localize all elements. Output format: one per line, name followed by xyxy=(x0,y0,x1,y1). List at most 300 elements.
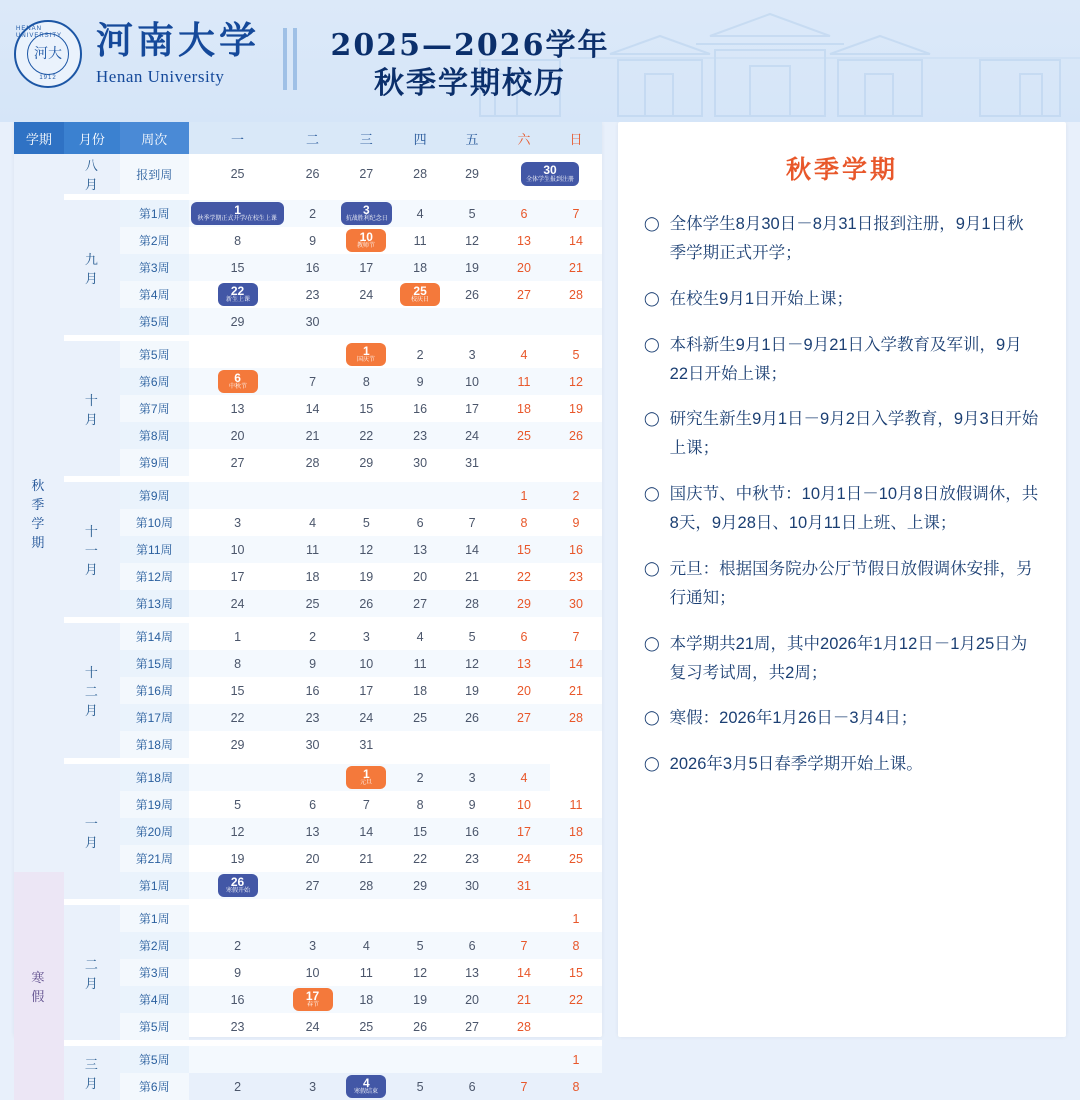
day-cell: 16 xyxy=(550,536,602,563)
day-cell: 10 xyxy=(446,368,498,395)
day-event-badge: 30 全体学生报到注册 xyxy=(521,162,579,185)
col-header-tue: 二 xyxy=(287,122,339,154)
day-cell: 1 xyxy=(189,620,287,650)
day-event-badge: 22 新生上课 xyxy=(218,283,258,306)
week-cell: 第7周 xyxy=(120,395,189,422)
day-cell xyxy=(394,731,446,761)
university-name-cn: 河南大学 xyxy=(96,17,260,62)
day-cell: 12 xyxy=(339,536,395,563)
day-cell: 29 xyxy=(189,308,287,338)
day-cell: 19 xyxy=(569,401,583,416)
day-cell: 31 xyxy=(498,872,550,902)
day-cell: 30 xyxy=(550,590,602,620)
day-event-badge: 26 寒假开始 xyxy=(218,874,258,897)
day-cell xyxy=(189,338,287,368)
day-cell: 31 xyxy=(359,737,374,752)
day-event-badge: 1 国庆节 xyxy=(346,343,386,366)
bullet-icon: ◯ xyxy=(644,289,660,306)
day-cell: 21 xyxy=(287,422,339,449)
col-header-sat: 六 xyxy=(498,122,550,154)
day-cell: 23 xyxy=(230,1019,245,1034)
day-cell: 17 xyxy=(230,569,245,584)
week-cell: 第5周 xyxy=(120,338,189,368)
day-cell: 24 xyxy=(189,590,287,620)
day-cell: 19 xyxy=(359,569,374,584)
day-cell: 9 xyxy=(287,650,339,677)
day-cell: 7 xyxy=(550,620,602,650)
day-cell: 16 xyxy=(189,986,287,1013)
university-name-en: Henan University xyxy=(96,66,225,86)
day-cell: 28 xyxy=(550,704,602,731)
day-cell: 16 xyxy=(305,683,320,698)
bullet-icon: ◯ xyxy=(644,755,660,772)
day-cell xyxy=(189,902,287,932)
day-cell: 18 xyxy=(413,683,428,698)
bullet-icon: ◯ xyxy=(644,485,660,502)
day-cell xyxy=(287,986,339,1013)
day-cell xyxy=(189,197,287,227)
term-cell: 秋 季 学 期 xyxy=(14,154,64,872)
day-cell xyxy=(339,1043,395,1073)
note-text: 在校生9月1日开始上课； xyxy=(669,289,854,308)
week-cell: 第10周 xyxy=(120,509,189,536)
week-cell: 第2周 xyxy=(120,227,189,254)
bullet-icon: ◯ xyxy=(644,709,660,726)
day-cell xyxy=(287,479,339,509)
seal-bottom-text: 1912 xyxy=(39,75,57,82)
note-text: 全体学生8月30日－8月31日报到注册，9月1日秋季学期正式开学； xyxy=(669,215,1024,262)
day-cell xyxy=(189,368,287,395)
day-cell xyxy=(498,902,550,932)
month-cell: 八 月 xyxy=(64,154,120,197)
day-cell: 27 xyxy=(498,704,550,731)
day-cell: 22 xyxy=(189,704,287,731)
day-cell: 11 xyxy=(359,965,373,980)
day-event-badge: 1 秋季学期正式开学/在校生上课 xyxy=(191,202,283,225)
calendar-head xyxy=(14,122,602,154)
list-item xyxy=(644,405,1040,463)
week-cell: 第20周 xyxy=(120,818,189,845)
day-cell: 19 xyxy=(446,254,498,281)
day-cell: 14 xyxy=(305,401,320,416)
week-cell: 第19周 xyxy=(120,791,189,818)
day-cell xyxy=(446,479,498,509)
table-row xyxy=(14,479,602,509)
day-event-badge: 4 寒假结束 xyxy=(346,1075,386,1098)
day-cell: 21 xyxy=(498,986,550,1013)
day-cell: 28 xyxy=(339,872,395,902)
day-cell: 4 xyxy=(498,761,550,791)
day-cell xyxy=(189,761,287,791)
day-cell: 8 xyxy=(572,1079,580,1094)
week-cell: 第16周 xyxy=(120,677,189,704)
list-item xyxy=(644,555,1040,613)
day-cell xyxy=(498,731,550,761)
day-cell xyxy=(550,731,602,761)
week-cell: 第5周 xyxy=(120,308,189,338)
day-cell: 24 xyxy=(446,422,498,449)
day-cell: 1 xyxy=(498,479,550,509)
day-cell xyxy=(446,308,498,338)
day-cell: 15 xyxy=(394,818,446,845)
day-cell: 18 xyxy=(339,986,395,1013)
day-cell: 24 xyxy=(517,851,531,866)
day-cell: 10 xyxy=(189,536,287,563)
month-cell: 三 月 xyxy=(64,1043,120,1100)
day-cell: 29 xyxy=(465,167,479,181)
month-cell: 九 月 xyxy=(64,197,120,338)
day-cell: 19 xyxy=(465,683,479,698)
day-cell: 6 xyxy=(446,932,498,959)
day-cell: 23 xyxy=(465,851,479,866)
col-header-thu: 四 xyxy=(394,122,446,154)
day-cell: 9 xyxy=(309,233,317,248)
day-cell: 22 xyxy=(550,986,602,1013)
day-cell: 20 xyxy=(189,422,287,449)
day-cell: 13 xyxy=(517,233,531,248)
day-cell: 24 xyxy=(305,1019,320,1034)
day-cell xyxy=(550,872,602,902)
list-item xyxy=(644,210,1040,268)
week-cell: 第1周 xyxy=(120,902,189,932)
day-cell: 7 xyxy=(520,1079,528,1094)
month-cell: 二 月 xyxy=(64,902,120,1043)
day-cell xyxy=(287,761,339,791)
day-cell: 22 xyxy=(413,851,428,866)
day-cell: 6 xyxy=(309,797,317,812)
week-cell: 第21周 xyxy=(120,845,189,872)
notes-panel xyxy=(618,122,1066,1037)
day-cell: 3 xyxy=(309,1079,317,1094)
day-cell xyxy=(550,1013,602,1043)
day-cell: 11 xyxy=(394,650,446,677)
bullet-icon: ◯ xyxy=(644,634,660,651)
day-cell: 11 xyxy=(287,536,339,563)
day-cell: 3 xyxy=(446,761,498,791)
day-cell: 20 xyxy=(498,254,550,281)
col-header-term: 学期 xyxy=(14,122,64,154)
week-cell: 第18周 xyxy=(120,731,189,761)
day-cell xyxy=(394,902,446,932)
day-cell xyxy=(339,902,395,932)
day-event-badge: 1 元旦 xyxy=(346,766,386,789)
day-cell: 1 xyxy=(550,1043,602,1073)
day-cell xyxy=(339,338,395,368)
day-cell: 22 xyxy=(339,422,395,449)
day-cell: 18 xyxy=(517,401,531,416)
notes-title: 秋季学期 xyxy=(785,155,898,184)
day-cell: 6 xyxy=(498,197,550,227)
day-cell: 18 xyxy=(550,818,602,845)
list-item xyxy=(644,630,1040,688)
day-cell: 4 xyxy=(394,620,446,650)
day-cell: 9 xyxy=(468,797,476,812)
month-cell: 十 二 月 xyxy=(64,620,120,761)
day-cell: 2 xyxy=(550,479,602,509)
day-cell: 23 xyxy=(305,287,320,302)
day-cell xyxy=(394,281,446,308)
table-row xyxy=(14,902,602,932)
day-cell: 3 xyxy=(234,515,242,530)
month-cell: 一 月 xyxy=(64,761,120,902)
day-cell xyxy=(339,308,395,338)
day-event-badge: 25 校庆日 xyxy=(400,283,440,306)
day-cell: 10 xyxy=(339,650,395,677)
day-cell: 30 xyxy=(305,737,320,752)
day-cell: 26 xyxy=(550,422,602,449)
bullet-icon: ◯ xyxy=(644,559,660,576)
bullet-icon: ◯ xyxy=(644,215,660,231)
day-cell: 30 xyxy=(413,455,428,470)
week-cell: 第14周 xyxy=(120,620,189,650)
day-cell: 29 xyxy=(394,872,446,902)
month-cell: 十 一 月 xyxy=(64,479,120,620)
day-cell: 21 xyxy=(359,851,374,866)
note-text: 研究生新生9月1日－9月2日入学教育，9月3日开始上课； xyxy=(669,410,1039,458)
day-cell: 24 xyxy=(359,287,374,302)
day-cell: 26 xyxy=(446,704,498,731)
day-cell: 27 xyxy=(517,287,531,302)
day-cell xyxy=(339,761,395,791)
day-cell: 13 xyxy=(287,818,339,845)
day-event-badge: 3 抗战胜利纪念日 xyxy=(341,202,393,225)
day-cell: 3 xyxy=(339,620,395,650)
week-cell: 第15周 xyxy=(120,650,189,677)
day-cell: 18 xyxy=(394,254,446,281)
table-row xyxy=(14,761,602,791)
day-cell: 8 xyxy=(416,797,424,812)
day-cell: 18 xyxy=(305,569,320,584)
day-cell: 27 xyxy=(465,1019,479,1034)
day-cell: 13 xyxy=(465,965,479,980)
day-cell: 19 xyxy=(230,851,245,866)
day-cell xyxy=(287,1043,339,1073)
day-cell: 16 xyxy=(287,254,339,281)
title-line-1: 2025—2026学年 xyxy=(330,28,610,63)
day-cell xyxy=(394,479,446,509)
day-cell xyxy=(287,902,339,932)
day-cell: 20 xyxy=(305,851,320,866)
month-cell: 十 月 xyxy=(64,338,120,479)
day-cell: 23 xyxy=(394,422,446,449)
day-cell xyxy=(339,479,395,509)
day-cell: 6 xyxy=(468,1079,476,1094)
day-cell: 25 xyxy=(498,422,550,449)
week-cell: 第3周 xyxy=(120,254,189,281)
day-cell: 4 xyxy=(498,338,550,368)
day-cell: 5 xyxy=(362,515,370,530)
title-line-2: 秋季学期校历 xyxy=(374,66,566,101)
week-cell: 第4周 xyxy=(120,986,189,1013)
day-cell: 29 xyxy=(498,590,550,620)
list-item xyxy=(644,480,1040,538)
day-cell: 26 xyxy=(339,590,395,620)
day-cell: 2 xyxy=(234,1079,242,1094)
day-cell: 19 xyxy=(394,986,446,1013)
day-cell: 16 xyxy=(446,818,498,845)
day-cell xyxy=(189,872,287,902)
day-cell: 25 xyxy=(569,851,583,866)
seal-top-text: HENAN UNIVERSITY xyxy=(16,26,63,39)
week-cell: 第18周 xyxy=(120,761,189,791)
day-cell: 10 xyxy=(305,965,320,980)
page-content xyxy=(0,122,1080,1096)
day-cell: 14 xyxy=(517,965,531,980)
day-cell: 27 xyxy=(230,455,245,470)
day-cell xyxy=(339,1073,395,1100)
day-cell: 3 xyxy=(446,338,498,368)
day-cell: 5 xyxy=(234,797,242,812)
day-cell: 7 xyxy=(550,197,602,227)
day-cell: 26 xyxy=(465,287,479,302)
day-cell: 6 xyxy=(416,515,424,530)
day-cell: 25 xyxy=(359,1019,374,1034)
day-cell: 2 xyxy=(394,761,446,791)
day-cell: 12 xyxy=(413,965,428,980)
day-cell xyxy=(498,308,550,338)
week-cell: 第9周 xyxy=(120,479,189,509)
col-header-fri: 五 xyxy=(446,122,498,154)
day-cell: 12 xyxy=(189,818,287,845)
day-cell: 9 xyxy=(572,515,580,530)
day-cell: 8 xyxy=(520,515,528,530)
day-cell: 26 xyxy=(413,1019,428,1034)
week-cell: 第1周 xyxy=(120,872,189,902)
day-cell: 5 xyxy=(394,932,446,959)
list-item xyxy=(644,750,1040,779)
day-cell xyxy=(394,308,446,338)
day-cell: 15 xyxy=(569,965,583,980)
university-seal-icon xyxy=(14,20,82,88)
note-text: 寒假：2026年1月26日－3月4日； xyxy=(669,709,918,728)
day-cell: 7 xyxy=(468,515,476,530)
table-row xyxy=(14,620,602,650)
day-cell: 5 xyxy=(446,197,498,227)
day-event-badge: 10 教师节 xyxy=(346,229,386,252)
week-cell: 第3周 xyxy=(120,959,189,986)
day-cell: 21 xyxy=(465,569,479,584)
day-cell: 25 xyxy=(230,167,245,181)
academic-calendar-table xyxy=(14,122,602,1100)
day-cell xyxy=(394,1043,446,1073)
day-cell: 15 xyxy=(359,401,374,416)
day-cell: 28 xyxy=(413,167,428,181)
week-cell: 第6周 xyxy=(120,368,189,395)
day-cell: 8 xyxy=(339,368,395,395)
day-cell: 30 xyxy=(446,872,498,902)
note-text: 2026年3月5日春季学期开始上课。 xyxy=(669,755,923,774)
day-cell: 11 xyxy=(413,233,427,248)
day-cell: 28 xyxy=(446,590,498,620)
day-cell xyxy=(339,197,395,227)
day-cell: 17 xyxy=(465,401,479,416)
day-cell: 28 xyxy=(517,1019,531,1034)
table-row xyxy=(14,197,602,227)
day-cell xyxy=(498,449,550,479)
day-cell: 3 xyxy=(287,932,339,959)
week-cell: 第5周 xyxy=(120,1013,189,1043)
day-cell: 22 xyxy=(517,569,531,584)
bullet-icon: ◯ xyxy=(644,335,660,352)
week-cell: 第4周 xyxy=(120,281,189,308)
day-cell: 29 xyxy=(230,737,245,752)
table-row xyxy=(14,338,602,368)
day-cell: 7 xyxy=(498,932,550,959)
week-cell: 报到周 xyxy=(120,154,189,197)
calendar-body xyxy=(14,154,602,1100)
col-header-week: 周次 xyxy=(120,122,189,154)
day-cell xyxy=(550,308,602,338)
header-divider xyxy=(283,28,297,90)
day-cell xyxy=(446,1043,498,1073)
day-cell: 2 xyxy=(189,932,287,959)
day-cell: 14 xyxy=(446,536,498,563)
day-cell: 13 xyxy=(394,536,446,563)
day-cell: 17 xyxy=(498,818,550,845)
notes-list xyxy=(644,210,1040,779)
day-cell: 2 xyxy=(394,338,446,368)
day-cell: 11 xyxy=(498,368,550,395)
day-cell: 14 xyxy=(339,818,395,845)
list-item xyxy=(644,331,1040,389)
week-cell: 第9周 xyxy=(120,449,189,479)
day-cell: 29 xyxy=(359,455,374,470)
week-cell: 第13周 xyxy=(120,590,189,620)
day-cell xyxy=(189,479,287,509)
day-cell: 21 xyxy=(569,683,583,698)
day-cell: 25 xyxy=(287,590,339,620)
day-cell: 11 xyxy=(569,797,583,812)
day-cell: 16 xyxy=(413,401,428,416)
week-cell: 第1周 xyxy=(120,197,189,227)
day-cell: 12 xyxy=(465,233,479,248)
list-item xyxy=(644,285,1040,314)
day-cell xyxy=(339,227,395,254)
day-cell: 14 xyxy=(569,233,583,248)
day-cell xyxy=(287,338,339,368)
day-event-badge: 17 春节 xyxy=(293,988,333,1011)
day-cell: 9 xyxy=(234,965,242,980)
table-row xyxy=(14,1043,602,1073)
day-cell: 27 xyxy=(394,590,446,620)
day-cell: 15 xyxy=(230,683,245,698)
week-cell: 第17周 xyxy=(120,704,189,731)
seal-center-text: 河大 xyxy=(27,33,69,75)
day-cell: 9 xyxy=(394,368,446,395)
day-cell: 10 xyxy=(517,797,531,812)
day-cell: 13 xyxy=(498,650,550,677)
day-cell: 20 xyxy=(446,986,498,1013)
day-cell: 27 xyxy=(359,167,374,181)
note-text: 本学期共21周，其中2026年1月12日－1月25日为复习考试周，共2周； xyxy=(669,634,1028,682)
col-header-mon: 一 xyxy=(189,122,287,154)
day-cell: 15 xyxy=(189,254,287,281)
day-cell: 4 xyxy=(339,932,395,959)
table-row xyxy=(14,154,602,197)
day-cell: 8 xyxy=(189,650,287,677)
week-cell: 第5周 xyxy=(120,1043,189,1073)
day-cell: 24 xyxy=(339,704,395,731)
day-cell: 4 xyxy=(309,515,317,530)
day-cell: 17 xyxy=(359,683,374,698)
page-title xyxy=(330,28,610,103)
day-cell: 25 xyxy=(394,704,446,731)
col-header-wed: 三 xyxy=(339,122,395,154)
week-cell: 第8周 xyxy=(120,422,189,449)
day-cell: 27 xyxy=(287,872,339,902)
day-cell: 28 xyxy=(569,287,583,302)
day-cell xyxy=(446,731,498,761)
